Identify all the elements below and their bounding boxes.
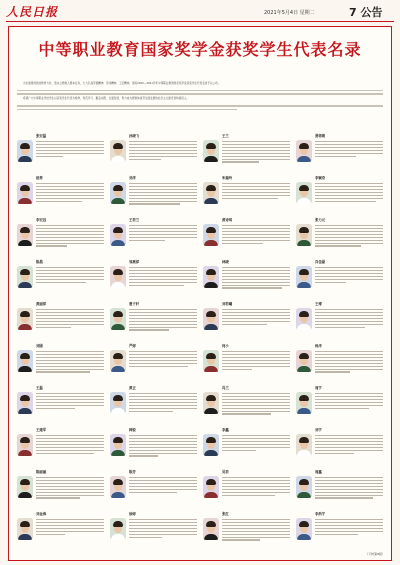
student-bio-text: [36, 181, 104, 203]
text-line: [17, 90, 383, 92]
student-name: 孙晓飞: [129, 134, 140, 138]
student-name: 李颖奇: [315, 176, 326, 180]
student-name: 周宇: [315, 386, 322, 390]
student-photo: [17, 518, 33, 540]
student-name: 黄诗琪: [222, 218, 233, 222]
student-name: 刘宇: [315, 428, 322, 432]
student-name: 刘刚: [36, 344, 43, 348]
student-bio-text: [315, 475, 383, 500]
page-number: 7 公告: [349, 6, 383, 19]
student-photo: [296, 308, 312, 330]
student-bio-text: [36, 307, 104, 329]
student-bio-text: [222, 223, 290, 245]
student-photo: [296, 434, 312, 456]
student-photo: [203, 224, 219, 246]
student-name: 李浩宇: [315, 512, 326, 516]
student-photo: [296, 140, 312, 162]
text-line: [17, 109, 237, 111]
student-name: 冯兰: [222, 386, 229, 390]
student-photo: [203, 434, 219, 456]
student-bio-text: [222, 391, 290, 416]
student-bio-text: [315, 307, 383, 329]
student-name: 徐婷: [129, 512, 136, 516]
student-bio-text: [222, 475, 290, 497]
student-photo: [110, 182, 126, 204]
student-photo: [296, 476, 312, 498]
student-name: 杨洋: [315, 344, 322, 348]
student-name: 黄正: [129, 386, 136, 390]
student-photo: [110, 476, 126, 498]
continued-note: （下转第8版）: [365, 552, 385, 556]
student-bio-text: [315, 265, 383, 285]
student-photo: [203, 140, 219, 162]
student-photo: [296, 518, 312, 540]
student-photo: [17, 350, 33, 372]
student-bio-text: [36, 475, 104, 500]
student-photo: [110, 224, 126, 246]
student-bio-text: [129, 433, 197, 458]
student-photo: [110, 140, 126, 162]
announcement-title: 中等职业教育国家奖学金获奖学生代表名录: [38, 40, 362, 59]
student-name: 吴若: [222, 470, 229, 474]
student-bio-text: [129, 265, 197, 287]
student-photo: [17, 182, 33, 204]
student-photo: [203, 266, 219, 288]
student-photo: [203, 350, 219, 372]
student-name: 黄丽萍: [36, 302, 47, 306]
student-bio-text: [222, 307, 290, 327]
student-photo: [296, 224, 312, 246]
student-photo: [110, 266, 126, 288]
masthead-rule: [6, 21, 394, 22]
issue-date: 2021年5月4日 星期二: [264, 10, 315, 16]
student-name: 张红: [222, 512, 229, 516]
student-bio-text: [129, 307, 197, 332]
student-bio-text: [129, 517, 197, 539]
student-photo: [110, 518, 126, 540]
student-name: 陈芳: [129, 470, 136, 474]
student-name: 韩锐: [129, 428, 136, 432]
student-name: 李宏远: [36, 218, 47, 222]
student-name: 邹燕萍: [129, 260, 140, 264]
student-bio-text: [36, 517, 104, 537]
student-bio-text: [315, 349, 383, 374]
student-photo: [110, 308, 126, 330]
student-bio-text: [222, 517, 290, 542]
student-name: 王建军: [36, 428, 47, 432]
student-profile: [17, 510, 105, 562]
student-bio-text: [222, 139, 290, 164]
student-photo: [296, 182, 312, 204]
student-name: 赵梓: [36, 176, 43, 180]
student-name: 王磊: [36, 386, 43, 390]
student-photo: [203, 308, 219, 330]
student-photo: [17, 392, 33, 414]
student-photo: [203, 518, 219, 540]
student-name: 贾萌萌: [315, 134, 326, 138]
student-profile: [110, 510, 198, 562]
student-name: 王兰: [222, 134, 229, 138]
student-bio-text: [129, 391, 197, 413]
student-bio-text: [222, 433, 290, 453]
student-photo: [17, 434, 33, 456]
student-photo: [110, 350, 126, 372]
student-photo: [17, 224, 33, 246]
student-name: 曹子轩: [129, 302, 140, 306]
student-name: 王博: [315, 302, 322, 306]
student-bio-text: [315, 433, 383, 455]
student-bio-text: [129, 223, 197, 243]
student-photo: [203, 392, 219, 414]
masthead: [6, 5, 394, 21]
student-bio-text: [36, 265, 104, 285]
student-photo: [110, 392, 126, 414]
student-bio-text: [36, 223, 104, 248]
student-bio-text: [129, 349, 197, 369]
student-bio-text: [315, 181, 383, 203]
student-photo: [17, 308, 33, 330]
student-bio-text: [36, 349, 104, 374]
student-name: 林晓: [222, 260, 229, 264]
intro-paragraph-2: 希望广大中等职业学校学生以获奖学生代表为榜样，刻苦学习、勤奋实践、全面发展，努力成为德智体美劳全面发展的社会主义建设者和接班人。: [23, 97, 189, 101]
student-bio-text: [36, 433, 104, 455]
student-bio-text: [315, 391, 383, 411]
student-name: 王若兰: [129, 218, 140, 222]
student-bio-text: [222, 265, 290, 290]
student-photo: [296, 266, 312, 288]
newspaper-logo: 人民日报: [6, 5, 59, 19]
student-bio-text: [36, 139, 104, 159]
student-photo: [296, 350, 312, 372]
student-bio-text: [315, 517, 383, 537]
student-name: 陈晨: [36, 260, 43, 264]
student-photo: [17, 140, 33, 162]
student-name: 张力元: [315, 218, 326, 222]
student-photo: [110, 434, 126, 456]
student-photo: [17, 476, 33, 498]
student-name: 刘若曦: [222, 302, 233, 306]
student-name: 何小: [222, 344, 229, 348]
student-name: 周鑫: [315, 470, 322, 474]
student-bio-text: [222, 349, 290, 371]
student-name: 张宏磊: [36, 134, 47, 138]
student-bio-text: [129, 181, 197, 206]
announcement-frame: [8, 26, 392, 561]
student-name: 刘洋: [129, 176, 136, 180]
text-line: [17, 105, 383, 107]
student-photo: [17, 266, 33, 288]
student-name: 朱瑞玲: [222, 176, 233, 180]
intro-text: [17, 82, 383, 113]
student-grid: [17, 132, 385, 552]
student-name: 陈丽丽: [36, 470, 47, 474]
student-bio-text: [315, 223, 383, 248]
student-photo: [203, 182, 219, 204]
student-bio-text: [129, 475, 197, 495]
student-bio-text: [222, 181, 290, 201]
student-name: 肖佳豪: [315, 260, 326, 264]
text-line: [17, 93, 383, 95]
student-photo: [296, 392, 312, 414]
student-bio-text: [129, 139, 197, 161]
student-name: 刘金海: [36, 512, 47, 516]
intro-paragraph-1: 为全面贯彻党的教育方针，落实立德树人根本任务，大力弘扬劳模精神、劳动精神、工匠精神，现将2020—2021学年中等职业教育国家奖学金获奖学生代表名录予以公布。: [23, 82, 221, 85]
student-name: 李鑫: [222, 428, 229, 432]
student-bio-text: [36, 391, 104, 411]
student-profile: [203, 510, 291, 562]
student-photo: [203, 476, 219, 498]
student-bio-text: [315, 139, 383, 159]
student-name: 严婷: [129, 344, 136, 348]
